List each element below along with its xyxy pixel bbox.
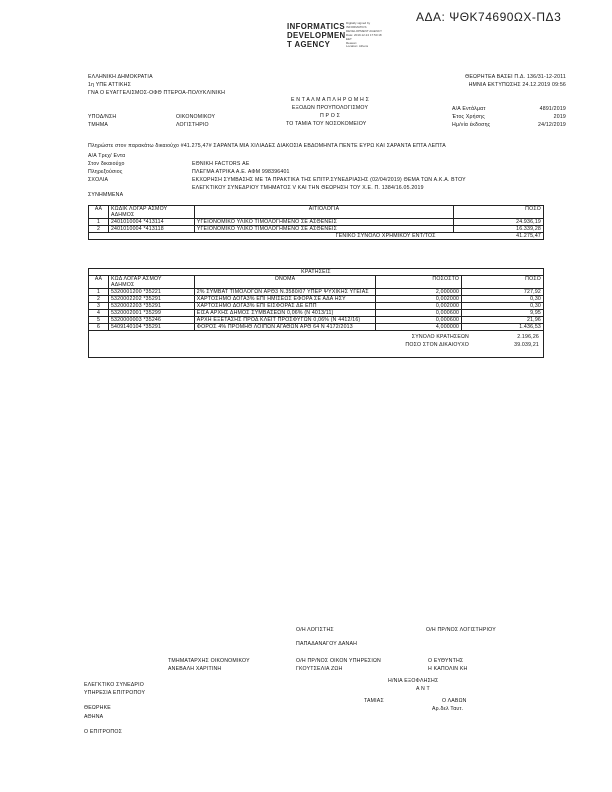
description: ΥΓΕΙΟΝΟΜΙΚΟ ΥΛΙΚΟ ΤΙΜΟΛΟΓΗΜΕΝΟ ΣΕ ΑΣΘΕΝΕΙΣ (194, 226, 453, 233)
fiscal-year: 2019 (553, 114, 566, 120)
summary-row (89, 331, 544, 358)
table-row (89, 303, 544, 310)
deduction-name: ΦΟΡΟΣ 4% ΠΡΟΜΗΘ ΛΟΙΠΩΝ ΑΓΑΘΩΝ ΑΡΘ 64 Ν 4172/2013 (194, 324, 376, 331)
summary-cell (89, 331, 544, 358)
title-line: Ε Ν Τ Α Λ Μ Α Π Λ Η Ρ Ω Μ Η Σ (290, 97, 370, 103)
recipient: ΤΟ ΤΑΜΙΑ ΤΟΥ ΝΟΣΟΚΟΜΕΙΟΥ (286, 121, 367, 127)
deduction-name: ΧΑΡΤΟΣΗΜΟ ΔΟΓΑ3% ΕΠΙ ΕΙΣΦΟΡΑΣ ΔΕ ΕΠΠ (194, 303, 376, 310)
deduction-name: ΧΑΡΤΟΣΗΜΟ ΔΟΓΑ3% ΕΠΙ ΗΜΙΣΕΩΣ ΕΦΟΡΑ ΣΕ ΑΔΑ ΗΣΥ (194, 296, 376, 303)
chief-accountant-title: Ο/Η ΠΡ/ΝΟΣ ΛΟΓΙΣΤΗΡΙΟΥ (426, 627, 496, 633)
account-code: 5320002001 *35299 (108, 310, 194, 317)
percentage: 2,000000 (376, 289, 462, 296)
signature-title: ΤΜΗΜΑΤΑΡΧΗΣ ΟΙΚΟΝΟΜΙΚΟΥ (168, 658, 250, 664)
cashier-label: ΤΑΜΙΑΣ (364, 698, 384, 704)
digital-signature-stamp (346, 22, 382, 49)
payment-values (192, 152, 466, 192)
row-index: 2 (89, 296, 109, 303)
percentage: 4,000000 (376, 324, 462, 331)
table-row (89, 324, 544, 331)
account-code: 5320002202 *35291 (108, 296, 194, 303)
agency-logo (287, 22, 346, 49)
receiver-id-label: Αρ.δελ Ταυτ. (432, 706, 464, 712)
settlement-sub: Α Ν Τ (416, 686, 430, 692)
percentage: 0,002000 (376, 296, 462, 303)
receiver-block (432, 697, 467, 713)
proxy: ΠΛΕΓΜΑ ΑΤΡΙΚΑ Α.Ε. ΑΦΜ 998396401 (192, 169, 290, 175)
print-date: ΗΜΝΙΑ ΕΚΤΥΠΩΣΗΣ 24.12.2019 09:56 (468, 82, 566, 88)
amount: 727,92 (462, 289, 544, 296)
total-deductions: 2.196,26 (517, 334, 539, 340)
column-header: ΟΝΟΜΑ (194, 276, 376, 289)
issue-date: 24/12/2019 (538, 122, 566, 128)
table-row (89, 219, 544, 226)
net-amount: 39.039,21 (514, 342, 539, 348)
net-amount-label: ΠΟΣΟ ΣΤΟΝ ΔΙΚΑΙΟΥΧΟ (405, 342, 469, 348)
account-code: 5409140104 *35291 (108, 324, 194, 331)
deductions-table (88, 268, 544, 358)
row-index: 6 (89, 324, 109, 331)
cert-line: DEVELOPMENT AGENCY (346, 28, 382, 33)
audit-service: ΥΠΗΡΕΣΙΑ ΕΠΙΤΡΟΠΟΥ (84, 690, 146, 696)
percentage: 0,000600 (376, 317, 462, 324)
amount: 24.936,19 (454, 219, 544, 226)
payment-value (192, 152, 466, 160)
payment-amount-text: Πληρώστε στον παρακάτω δικαιούχο #41.275,47# ΣΑΡΑΝΤΑ ΜΙΑ ΧΙΛΙΑΔΕΣ ΔΙΑΚΟΣΙΑ ΕΒΔΟΜΗΝΤΑ ΠΕΝΤΕ ΕΥΡΩ ΚΑΙ ΣΑΡΑΝΤΑ ΕΠΤΑ ΛΕΠΤΑ (88, 143, 446, 149)
settlement-label: Η/ΝΙΑ ΕΞΟΦΛΗΣΗΣ (388, 678, 439, 684)
issuer-line: ΓΝΑ Ο ΕΥΑΓΓΕΛΙΣΜΟΣ-ΟΦΘ ΠΤΕΡΟΑ-ΠΟΛΥΚΛΙΝΙΚΗ (88, 90, 226, 96)
signature-title: Ο/Η ΠΡ/ΝΟΣ ΟΙΚΟΝ ΥΠΗΡΕΣΙΩΝ (296, 658, 381, 664)
amount: 0,30 (462, 296, 544, 303)
validation-line: ΘΕΩΡΗΤΕΑ ΒΑΣΕΙ Π.Δ. 136/31-12-2011 (465, 74, 566, 80)
signature-name: ΑΝΕΒΑΛΗ ΧΑΡΙΤΙΝΗ (168, 666, 222, 672)
column-header: ΚΩΔΙΚ ΛΟΓΑΡ ΑΣΜΟΥ ΑΔΗΜΟΣ (108, 206, 194, 219)
table-row (89, 317, 544, 324)
dept-label: ΥΠΟΔ/ΝΣΗ (88, 114, 117, 120)
amount: 1.436,53 (462, 324, 544, 331)
dept-head-signature (168, 657, 250, 673)
deduction-name: 2% ΣΥΜΒΑΤ ΤΙΜΟΛΟΓΩΝ ΑΡΘ3 Ν.3580/07 ΥΠΕΡ ΨΥΧΙΚΗΣ ΥΓΕΙΑΣ (194, 289, 376, 296)
cert-line: Location: Athens (346, 44, 369, 49)
account-code: 5320002203 *35291 (108, 303, 194, 310)
row-index: 5 (89, 317, 109, 324)
cert-line: Reason: (346, 40, 358, 45)
cert-line: Digitally signed by (346, 21, 371, 25)
logo-line: DEVELOPMEN (287, 31, 346, 40)
row-index: 2 (89, 226, 109, 233)
receiver-label: Ο ΛΑΒΩΝ (442, 698, 467, 704)
column-header: ΚΩΔ ΛΟΓΑΡ ΑΣΜΟΥ ΑΔΗΜΟΣ (108, 276, 194, 289)
payment-label: Πληρεξούσιος (88, 169, 123, 175)
meta-values (538, 105, 566, 129)
document-title (270, 96, 390, 120)
signature-name: Η ΚΑΠΟΛΙΝ ΚΗ (428, 666, 468, 672)
signature-title: Ο ΕΥΘΥΝΤΗΣ (428, 658, 464, 664)
column-header: ΑΙΤΙΟΛΟΓΙΑ (194, 206, 453, 219)
account-code: 2401010004 *413114 (108, 219, 194, 226)
deduction-name: ΑΡΧΗ ΕΞΕΤΑΣΗΣ ΠΡΟΔ ΚΛΕΙΤ ΠΡΟΣΦΥΓΩΝ 0,06% (Ν 4412/16) (194, 317, 376, 324)
issuer-line: ΕΛΛΗΝΙΚΗ ΔΗΜΟΚΡΑΤΙΑ (88, 74, 153, 80)
logo-line: INFORMATICS (287, 22, 345, 31)
percentage: 0,000600 (376, 310, 462, 317)
row-index: 1 (89, 289, 109, 296)
column-header: ΠΟΣΟΣΤΟ (376, 276, 462, 289)
account-code: 5320001200 *35221 (108, 289, 194, 296)
row-index: 3 (89, 303, 109, 310)
approval-city: ΑΘΗΝΑ (84, 714, 104, 720)
meta-label: Ημ/νία έκδοσης (452, 122, 491, 128)
cert-line: Date: 2019.12.24 17:50:18 (346, 32, 382, 37)
row-index: 1 (89, 219, 109, 226)
meta-label: Α/Α Εντάλματ (452, 106, 486, 112)
percentage: 0,002000 (376, 303, 462, 310)
column-header: ΑΑ (89, 206, 109, 219)
table-header-row (89, 206, 544, 219)
row-index: 4 (89, 310, 109, 317)
column-header: ΠΟΣΟ (462, 276, 544, 289)
meta-label: Έτος Χρήσης (452, 114, 485, 120)
title-line: ΕΞΟΔΩΝ ΠΡΟΥΠΟΛΟΓΙΣΜΟΥ (291, 105, 369, 111)
payment-label: ΣΧΟΛΙΑ (88, 177, 109, 183)
cert-line: EET (346, 36, 352, 41)
approval-block (84, 704, 111, 722)
signature-name: ΓΚΟΥΤΣΕΛΙΑ ΖΩΗ (296, 666, 343, 672)
payment-label: Α/Α Τρεχ/ Εντα (88, 153, 126, 159)
commissioner-label: Ο ΕΠΙΤΡΟΠΟΣ (84, 729, 122, 735)
description: ΥΓΕΙΟΝΟΜΙΚΟ ΥΛΙΚΟ ΤΙΜΟΛΟΓΗΜΕΝΟ ΣΕ ΑΣΘΕΝΕΙΣ (194, 219, 453, 226)
validation-block (465, 73, 566, 89)
accountant-title: Ο/Η ΛΟΓΙΣΤΗΣ (296, 627, 334, 633)
amount: 9,95 (462, 310, 544, 317)
attachments-label: ΣΥΝΗΜΜΕΝΑ (88, 192, 124, 198)
column-header: ΠΟΣΟ (454, 206, 544, 219)
payment-labels (88, 152, 125, 184)
column-header: ΑΑ (89, 276, 109, 289)
table-row (89, 226, 544, 233)
ada-code: ΑΔΑ: ΨΘΚ74690ΩΧ-ΠΔ3 (416, 10, 562, 24)
title-line: Π Ρ Ο Σ (319, 113, 341, 119)
remarks-continued: ΕΛΕΓΚΤΙΚΟΥ ΣΥΝΕΔΡΙΟΥ ΤΜΗΜΑΤΟΣ V ΚΑΙ ΤΗΝ ΘΕΩΡΗΣΗ ΤΟΥ Χ.Ε. Π. 1384/16.05.2019 (192, 185, 424, 191)
logo-line: T AGENCY (287, 40, 331, 49)
expense-table (88, 205, 544, 240)
approval-label: ΘΕΩΡΗΚΕ (84, 705, 111, 711)
beneficiary: ΕΘΝΙΚΗ FACTORS ΑΕ (192, 161, 250, 167)
table-header-row (89, 276, 544, 289)
admin-signature (296, 657, 381, 673)
account-code: 5320000003 *35246 (108, 317, 194, 324)
warrant-number: 4891/2019 (539, 106, 566, 112)
remarks: ΕΚΧΩΡΗΣΗ ΣΥΜΒΑΣΗΣ ΜΕ ΤΑ ΠΡΑΚΤΙΚΑ ΤΗΣ ΕΠΙΤΡ.ΣΥΝΕΔΡΙΑΣΗΣ (02/04/2019) ΘΕΜΑ ΤΩΝ Α.Κ.Α. ΒΤΟΥ (192, 177, 466, 183)
dept-labels (88, 113, 116, 129)
dept-values (176, 113, 215, 129)
dept-label: ΤΜΗΜΑ (88, 122, 109, 128)
table-title-row (89, 269, 544, 276)
amount: 21,96 (462, 317, 544, 324)
cert-line: INFORMATICS (346, 24, 367, 29)
amount: 16.339,28 (454, 226, 544, 233)
table-row (89, 296, 544, 303)
audit-block (84, 681, 145, 697)
director-signature (428, 657, 468, 673)
audit-title: ΕΛΕΓΚΤΙΚΟ ΣΥΝΕΔΡΙΟ (84, 682, 144, 688)
deduction-name: ΕΙΣΑ ΑΡΧΗΣ ΔΗΜΟΣ ΣΥΜΒΑΣΕΩΝ 0,06% (Ν 4013/11) (194, 310, 376, 317)
total-deductions-label: ΣΥΝΟΛΟ ΚΡΑΤΗΣΕΩΝ (411, 334, 469, 340)
dept-value: ΛΟΓΙΣΤΗΡΙΟ (176, 122, 209, 128)
total-amount: 41.275,47 (454, 233, 544, 240)
dept-value: ΟΙΚΟΝΟΜΙΚΟΥ (176, 114, 216, 120)
settlement-date (388, 677, 438, 693)
account-code: 2401010004 *413118 (108, 226, 194, 233)
issuer-line: 1η ΥΠΕ ΑΤΤΙΚΗΣ (88, 82, 132, 88)
table-total-row (89, 233, 544, 240)
table-row (89, 289, 544, 296)
total-label: ΓΕΝΙΚΟ ΣΥΝΟΛΟ ΧΡΗΜΙΚΟΥ ΕΝΤ/ΤΟΣ (89, 233, 454, 240)
issuer-block (88, 73, 225, 97)
accountant-name: ΠΑΠΑΔΑΝΑΓΟΥ ΔΑΝΑΗ (296, 641, 358, 647)
payment-label: Στον δικαιούχο (88, 161, 125, 167)
amount: 0,30 (462, 303, 544, 310)
table-row (89, 310, 544, 317)
meta-labels (452, 105, 490, 129)
deductions-title: ΚΡΑΤΗΣΕΙΣ (89, 269, 544, 276)
